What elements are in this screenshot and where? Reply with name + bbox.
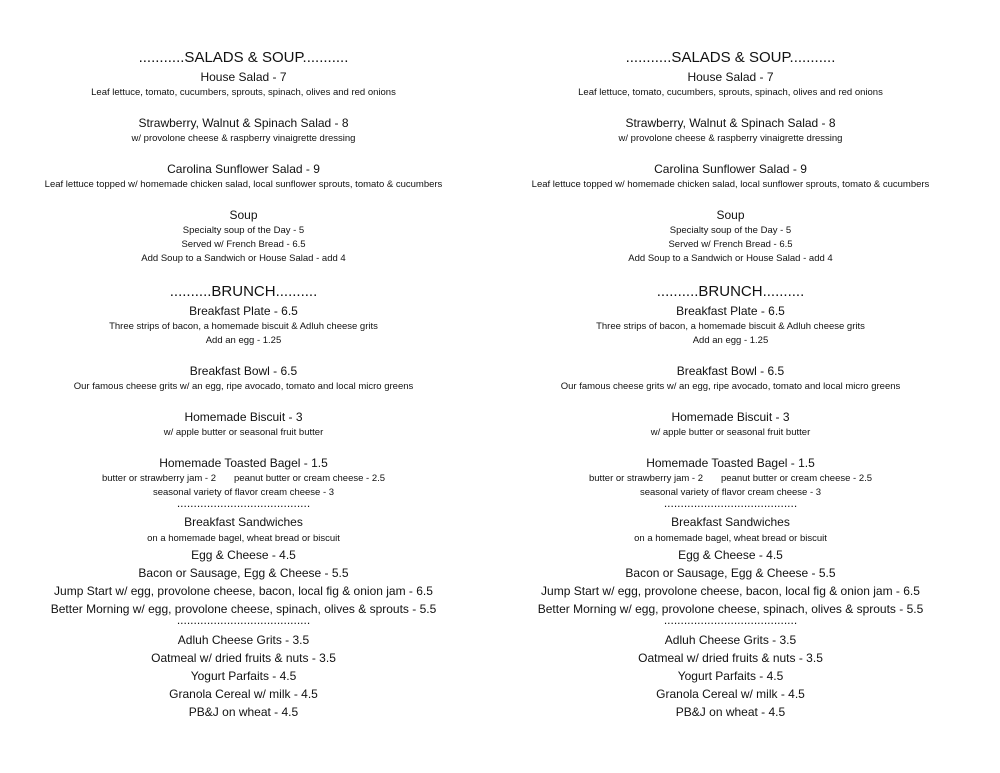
menu-item-sandwich: Jump Start w/ egg, provolone cheese, bacon, local fig & onion jam - 6.5 bbox=[54, 584, 433, 598]
menu-column-left bbox=[0, 0, 487, 773]
menu-item-soup: Soup bbox=[229, 208, 258, 222]
item-description: Leaf lettuce, tomato, cucumbers, sprouts, spinach, olives and red onions bbox=[578, 87, 883, 98]
menu-item-extra: Yogurt Parfaits - 4.5 bbox=[677, 669, 784, 683]
item-description: on a homemade bagel, wheat bread or biscuit bbox=[634, 533, 827, 544]
soup-detail: Specialty soup of the Day - 5 bbox=[669, 225, 792, 236]
bagel-option: butter or strawberry jam - 2 bbox=[588, 473, 703, 484]
bagel-options bbox=[487, 474, 974, 484]
menu-item-sandwich: Bacon or Sausage, Egg & Cheese - 5.5 bbox=[625, 566, 836, 580]
item-description: Leaf lettuce, tomato, cucumbers, sprouts, spinach, olives and red onions bbox=[91, 87, 396, 98]
menu-column-right bbox=[487, 0, 974, 773]
menu-item-extra: Adluh Cheese Grits - 3.5 bbox=[664, 633, 797, 647]
item-description: Our famous cheese grits w/ an egg, ripe avocado, tomato and local micro greens bbox=[560, 381, 901, 392]
item-description: Leaf lettuce topped w/ homemade chicken salad, local sunflower sprouts, tomato & cucumbers bbox=[44, 179, 443, 190]
item-addon: Add an egg - 1.25 bbox=[692, 335, 769, 346]
menu-item-strawberry-salad: Strawberry, Walnut & Spinach Salad - 8 bbox=[625, 116, 836, 130]
menu-item-extra: Adluh Cheese Grits - 3.5 bbox=[177, 633, 310, 647]
menu-item-homemade-biscuit: Homemade Biscuit - 3 bbox=[184, 410, 303, 424]
menu-item-house-salad: House Salad - 7 bbox=[687, 70, 774, 84]
bagel-option: seasonal variety of flavor cream cheese - 3 bbox=[639, 487, 822, 498]
menu-item-strawberry-salad: Strawberry, Walnut & Spinach Salad - 8 bbox=[138, 116, 349, 130]
bagel-option: peanut butter or cream cheese - 2.5 bbox=[721, 473, 873, 484]
menu-item-homemade-biscuit: Homemade Biscuit - 3 bbox=[671, 410, 790, 424]
menu-item-carolina-salad: Carolina Sunflower Salad - 9 bbox=[167, 162, 320, 176]
item-description: Leaf lettuce topped w/ homemade chicken salad, local sunflower sprouts, tomato & cucumbers bbox=[531, 179, 930, 190]
menu-item-toasted-bagel: Homemade Toasted Bagel - 1.5 bbox=[646, 456, 815, 470]
soup-detail: Specialty soup of the Day - 5 bbox=[182, 225, 305, 236]
menu-item-extra: Oatmeal w/ dried fruits & nuts - 3.5 bbox=[151, 651, 336, 665]
soup-detail: Add Soup to a Sandwich or House Salad - add 4 bbox=[628, 253, 833, 264]
dotted-divider: ........................................ bbox=[176, 613, 311, 627]
item-description: Our famous cheese grits w/ an egg, ripe avocado, tomato and local micro greens bbox=[73, 381, 414, 392]
salads-soup-heading: ...........SALADS & SOUP........... bbox=[625, 49, 836, 66]
dotted-divider: ........................................ bbox=[176, 496, 311, 510]
item-description: w/ provolone cheese & raspberry vinaigrette dressing bbox=[618, 133, 843, 144]
item-description: w/ provolone cheese & raspberry vinaigrette dressing bbox=[131, 133, 356, 144]
brunch-heading: ..........BRUNCH.......... bbox=[169, 283, 318, 300]
bagel-option: seasonal variety of flavor cream cheese - 3 bbox=[152, 487, 335, 498]
bagel-option: peanut butter or cream cheese - 2.5 bbox=[234, 473, 386, 484]
menu-item-sandwich: Egg & Cheese - 4.5 bbox=[678, 548, 783, 562]
bagel-option: butter or strawberry jam - 2 bbox=[101, 473, 216, 484]
item-description: Three strips of bacon, a homemade biscuit & Adluh cheese grits bbox=[596, 321, 865, 332]
menu-item-extra: Granola Cereal w/ milk - 4.5 bbox=[169, 687, 318, 701]
breakfast-sandwiches-heading: Breakfast Sandwiches bbox=[184, 515, 303, 529]
menu-item-sandwich: Jump Start w/ egg, provolone cheese, bacon, local fig & onion jam - 6.5 bbox=[541, 584, 920, 598]
menu-item-toasted-bagel: Homemade Toasted Bagel - 1.5 bbox=[159, 456, 328, 470]
menu-item-extra: Yogurt Parfaits - 4.5 bbox=[190, 669, 297, 683]
menu-item-extra: Oatmeal w/ dried fruits & nuts - 3.5 bbox=[638, 651, 823, 665]
item-description: Three strips of bacon, a homemade biscuit & Adluh cheese grits bbox=[109, 321, 378, 332]
menu-item-extra: PB&J on wheat - 4.5 bbox=[188, 705, 299, 719]
menu-item-soup: Soup bbox=[716, 208, 745, 222]
soup-detail: Add Soup to a Sandwich or House Salad - add 4 bbox=[141, 253, 346, 264]
menu-item-breakfast-bowl: Breakfast Bowl - 6.5 bbox=[676, 364, 785, 378]
dotted-divider: ........................................ bbox=[663, 613, 798, 627]
item-description: w/ apple butter or seasonal fruit butter bbox=[163, 427, 324, 438]
item-addon: Add an egg - 1.25 bbox=[205, 335, 282, 346]
menu-item-sandwich: Better Morning w/ egg, provolone cheese, spinach, olives & sprouts - 5.5 bbox=[50, 602, 437, 616]
menu-item-carolina-salad: Carolina Sunflower Salad - 9 bbox=[654, 162, 807, 176]
dotted-divider: ........................................ bbox=[663, 496, 798, 510]
item-description: w/ apple butter or seasonal fruit butter bbox=[650, 427, 811, 438]
menu-item-breakfast-plate: Breakfast Plate - 6.5 bbox=[189, 304, 298, 318]
brunch-heading: ..........BRUNCH.......... bbox=[656, 283, 805, 300]
soup-detail: Served w/ French Bread - 6.5 bbox=[181, 239, 306, 250]
bagel-options bbox=[0, 474, 487, 484]
menu-item-extra: Granola Cereal w/ milk - 4.5 bbox=[656, 687, 805, 701]
breakfast-sandwiches-heading: Breakfast Sandwiches bbox=[671, 515, 790, 529]
menu-item-sandwich: Better Morning w/ egg, provolone cheese, spinach, olives & sprouts - 5.5 bbox=[537, 602, 924, 616]
menu-item-house-salad: House Salad - 7 bbox=[200, 70, 287, 84]
soup-detail: Served w/ French Bread - 6.5 bbox=[668, 239, 793, 250]
salads-soup-heading: ...........SALADS & SOUP........... bbox=[138, 49, 349, 66]
menu-item-breakfast-bowl: Breakfast Bowl - 6.5 bbox=[189, 364, 298, 378]
menu-item-breakfast-plate: Breakfast Plate - 6.5 bbox=[676, 304, 785, 318]
menu-item-sandwich: Egg & Cheese - 4.5 bbox=[191, 548, 296, 562]
menu-item-sandwich: Bacon or Sausage, Egg & Cheese - 5.5 bbox=[138, 566, 349, 580]
item-description: on a homemade bagel, wheat bread or biscuit bbox=[147, 533, 340, 544]
menu-item-extra: PB&J on wheat - 4.5 bbox=[675, 705, 786, 719]
